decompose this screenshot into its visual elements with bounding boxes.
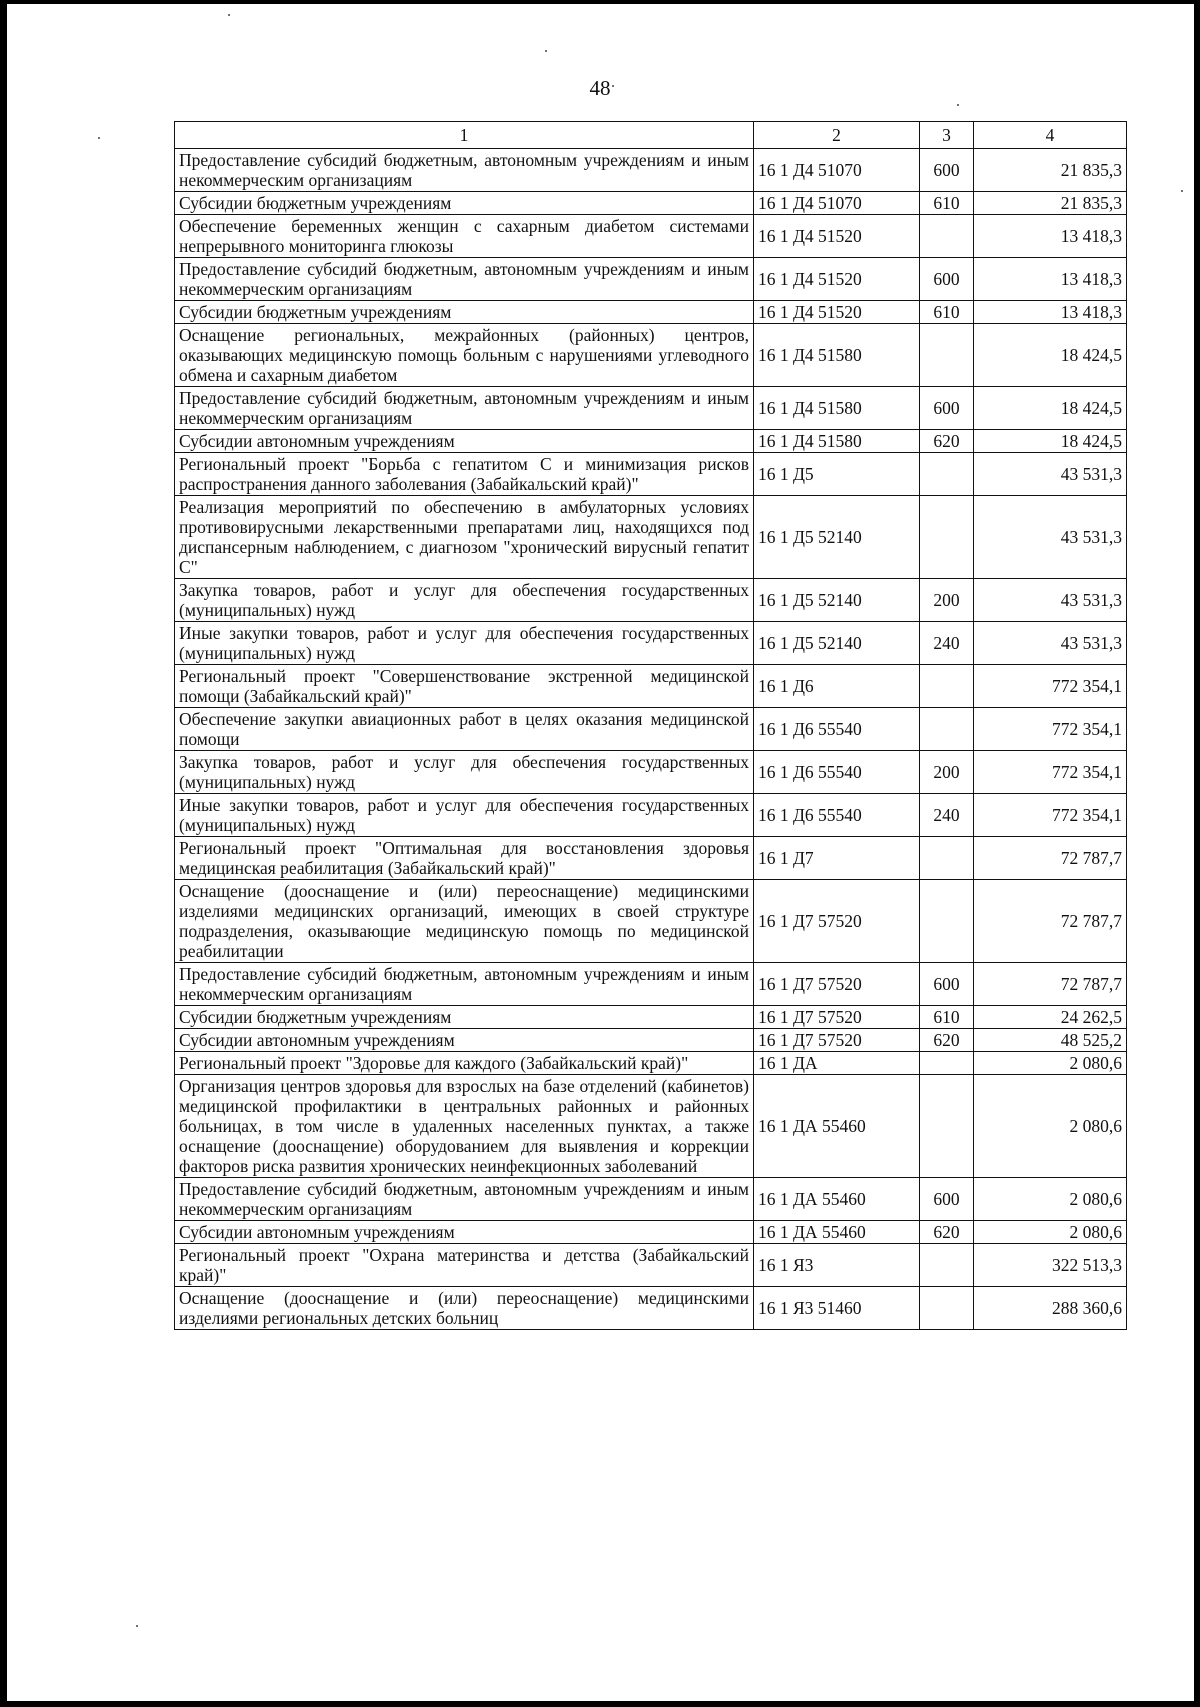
item-name-cell: Субсидии автономным учреждениям <box>175 1029 754 1052</box>
item-name-cell: Закупка товаров, работ и услуг для обеспечения государственных (муниципальных) нужд <box>175 579 754 622</box>
item-name-cell: Иные закупки товаров, работ и услуг для обеспечения государственных (муниципальных) нужд <box>175 794 754 837</box>
table-row <box>175 751 1127 794</box>
amount-cell: 21 835,3 <box>974 149 1127 192</box>
amount-cell: 2 080,6 <box>974 1052 1127 1075</box>
item-name-cell: Предоставление субсидий бюджетным, автономным учреждениям и иным некоммерческим организациям <box>175 149 754 192</box>
budget-code-cell: 16 1 ДА 55460 <box>754 1221 920 1244</box>
table-row <box>175 1075 1127 1178</box>
expense-kind-cell <box>920 496 974 579</box>
expense-kind-cell: 600 <box>920 387 974 430</box>
budget-code-cell: 16 1 Д4 51070 <box>754 149 920 192</box>
expense-kind-cell: 610 <box>920 1006 974 1029</box>
item-name-cell: Закупка товаров, работ и услуг для обеспечения государственных (муниципальных) нужд <box>175 751 754 794</box>
budget-code-cell: 16 1 ДА <box>754 1052 920 1075</box>
expense-kind-cell <box>920 324 974 387</box>
item-name-cell: Субсидии автономным учреждениям <box>175 1221 754 1244</box>
item-name-cell: Обеспечение закупки авиационных работ в целях оказания медицинской помощи <box>175 708 754 751</box>
amount-cell: 72 787,7 <box>974 837 1127 880</box>
budget-code-cell: 16 1 Д7 57520 <box>754 880 920 963</box>
amount-cell: 18 424,5 <box>974 324 1127 387</box>
table-row <box>175 1244 1127 1287</box>
budget-code-cell: 16 1 Д7 <box>754 837 920 880</box>
item-name-cell: Предоставление субсидий бюджетным, автономным учреждениям и иным некоммерческим организациям <box>175 1178 754 1221</box>
budget-code-cell: 16 1 Д5 52140 <box>754 579 920 622</box>
expense-kind-cell: 600 <box>920 258 974 301</box>
amount-cell: 13 418,3 <box>974 215 1127 258</box>
budget-code-cell: 16 1 Д4 51070 <box>754 192 920 215</box>
budget-code-cell: 16 1 Д4 51520 <box>754 215 920 258</box>
item-name-cell: Субсидии бюджетным учреждениям <box>175 301 754 324</box>
budget-code-cell: 16 1 Д5 <box>754 453 920 496</box>
budget-code-cell: 16 1 Я3 <box>754 1244 920 1287</box>
expense-kind-cell <box>920 880 974 963</box>
item-name-cell: Реализация мероприятий по обеспечению в амбулаторных условиях противовирусными лекарственными препаратами лиц, находящихся под диспансерным наблюдением, с диагнозом "хронический вирусный гепатит С" <box>175 496 754 579</box>
scan-border-right <box>1194 0 1200 1707</box>
amount-cell: 72 787,7 <box>974 880 1127 963</box>
expense-kind-cell: 240 <box>920 794 974 837</box>
budget-code-cell: 16 1 Д6 55540 <box>754 751 920 794</box>
item-name-cell: Предоставление субсидий бюджетным, автономным учреждениям и иным некоммерческим организациям <box>175 258 754 301</box>
table-row <box>175 665 1127 708</box>
scan-speck <box>98 137 100 139</box>
table-row <box>175 1052 1127 1075</box>
item-name-cell: Предоставление субсидий бюджетным, автономным учреждениям и иным некоммерческим организациям <box>175 963 754 1006</box>
scan-speck <box>957 104 959 106</box>
expense-kind-cell: 620 <box>920 1221 974 1244</box>
amount-cell: 48 525,2 <box>974 1029 1127 1052</box>
table-row <box>175 880 1127 963</box>
budget-code-cell: 16 1 ДА 55460 <box>754 1075 920 1178</box>
item-name-cell: Предоставление субсидий бюджетным, автономным учреждениям и иным некоммерческим организациям <box>175 387 754 430</box>
item-name-cell: Региональный проект "Борьба с гепатитом С и минимизация рисков распространения данного заболевания (Забайкальский край)" <box>175 453 754 496</box>
table-row <box>175 579 1127 622</box>
table-row <box>175 1287 1127 1330</box>
scan-border-left <box>0 0 7 1707</box>
table-row <box>175 1029 1127 1052</box>
table-row <box>175 192 1127 215</box>
table-row <box>175 1221 1127 1244</box>
table-row <box>175 430 1127 453</box>
expense-kind-cell: 200 <box>920 579 974 622</box>
amount-cell: 772 354,1 <box>974 708 1127 751</box>
scan-border-top <box>0 0 1200 4</box>
amount-cell: 2 080,6 <box>974 1075 1127 1178</box>
table-row <box>175 387 1127 430</box>
budget-code-cell: 16 1 Д7 57520 <box>754 1029 920 1052</box>
amount-cell: 18 424,5 <box>974 430 1127 453</box>
header-col-1: 1 <box>175 122 754 149</box>
budget-code-cell: 16 1 Д7 57520 <box>754 1006 920 1029</box>
item-name-cell: Оснащение (дооснащение и (или) переоснащение) медицинскими изделиями региональных детских больниц <box>175 1287 754 1330</box>
budget-code-cell: 16 1 Д4 51580 <box>754 387 920 430</box>
table-row <box>175 215 1127 258</box>
expense-kind-cell: 610 <box>920 301 974 324</box>
expense-kind-cell: 620 <box>920 430 974 453</box>
expense-kind-cell: 620 <box>920 1029 974 1052</box>
table-row <box>175 453 1127 496</box>
table-row <box>175 496 1127 579</box>
table-row <box>175 301 1127 324</box>
item-name-cell: Организация центров здоровья для взрослых на базе отделений (кабинетов) медицинской профилактики в центральных районных и районных больницах, в том числе в удаленных населенных пунктах, а также оснащение (дооснащение) оборудованием для выявления и коррекции факторов риска развития хронических неинфекционных заболеваний <box>175 1075 754 1178</box>
item-name-cell: Субсидии бюджетным учреждениям <box>175 192 754 215</box>
page-number: 48 <box>589 76 611 100</box>
amount-cell: 43 531,3 <box>974 622 1127 665</box>
amount-cell: 43 531,3 <box>974 453 1127 496</box>
item-name-cell: Оснащение региональных, межрайонных (районных) центров, оказывающих медицинскую помощь больным с нарушениями углеводного обмена и сахарным диабетом <box>175 324 754 387</box>
expense-kind-cell <box>920 837 974 880</box>
scan-speck <box>545 50 547 52</box>
item-name-cell: Субсидии бюджетным учреждениям <box>175 1006 754 1029</box>
expense-kind-cell <box>920 1075 974 1178</box>
budget-code-cell: 16 1 Д4 51580 <box>754 430 920 453</box>
table-row <box>175 622 1127 665</box>
amount-cell: 72 787,7 <box>974 963 1127 1006</box>
expense-kind-cell: 240 <box>920 622 974 665</box>
item-name-cell: Обеспечение беременных женщин с сахарным диабетом системами непрерывного мониторинга глюкозы <box>175 215 754 258</box>
amount-cell: 288 360,6 <box>974 1287 1127 1330</box>
expense-kind-cell: 200 <box>920 751 974 794</box>
amount-cell: 21 835,3 <box>974 192 1127 215</box>
table-row <box>175 837 1127 880</box>
budget-code-cell: 16 1 Д4 51580 <box>754 324 920 387</box>
item-name-cell: Региональный проект "Совершенствование экстренной медицинской помощи (Забайкальский край)" <box>175 665 754 708</box>
amount-cell: 2 080,6 <box>974 1221 1127 1244</box>
budget-code-cell: 16 1 Д6 <box>754 665 920 708</box>
table-row <box>175 324 1127 387</box>
expense-kind-cell: 600 <box>920 963 974 1006</box>
amount-cell: 13 418,3 <box>974 301 1127 324</box>
expense-kind-cell <box>920 708 974 751</box>
budget-code-cell: 16 1 Д5 52140 <box>754 622 920 665</box>
expense-kind-cell <box>920 1244 974 1287</box>
budget-table <box>174 121 1127 1330</box>
amount-cell: 772 354,1 <box>974 751 1127 794</box>
amount-cell: 13 418,3 <box>974 258 1127 301</box>
scan-speck <box>136 1625 138 1627</box>
table-row <box>175 1006 1127 1029</box>
table-row <box>175 1178 1127 1221</box>
scan-speck <box>228 14 230 16</box>
expense-kind-cell: 600 <box>920 149 974 192</box>
amount-cell: 772 354,1 <box>974 665 1127 708</box>
table-row <box>175 963 1127 1006</box>
budget-code-cell: 16 1 Д6 55540 <box>754 708 920 751</box>
budget-code-cell: 16 1 Д5 52140 <box>754 496 920 579</box>
expense-kind-cell <box>920 1287 974 1330</box>
scan-border-bottom <box>0 1701 1200 1707</box>
header-col-3: 3 <box>920 122 974 149</box>
expense-kind-cell: 610 <box>920 192 974 215</box>
amount-cell: 24 262,5 <box>974 1006 1127 1029</box>
expense-kind-cell: 600 <box>920 1178 974 1221</box>
table-row <box>175 258 1127 301</box>
table-row <box>175 149 1127 192</box>
expense-kind-cell <box>920 453 974 496</box>
item-name-cell: Региональный проект "Здоровье для каждого (Забайкальский край)" <box>175 1052 754 1075</box>
item-name-cell: Иные закупки товаров, работ и услуг для обеспечения государственных (муниципальных) нужд <box>175 622 754 665</box>
header-col-4: 4 <box>974 122 1127 149</box>
header-col-2: 2 <box>754 122 920 149</box>
item-name-cell: Субсидии автономным учреждениям <box>175 430 754 453</box>
amount-cell: 18 424,5 <box>974 387 1127 430</box>
item-name-cell: Оснащение (дооснащение и (или) переоснащение) медицинскими изделиями медицинских организаций, имеющих в своей структуре подразделения, оказывающие медицинскую помощь по медицинской реабилитации <box>175 880 754 963</box>
table-row <box>175 708 1127 751</box>
item-name-cell: Региональный проект "Охрана материнства и детства (Забайкальский край)" <box>175 1244 754 1287</box>
amount-cell: 43 531,3 <box>974 496 1127 579</box>
budget-code-cell: 16 1 Д7 57520 <box>754 963 920 1006</box>
item-name-cell: Региональный проект "Оптимальная для восстановления здоровья медицинская реабилитация (Забайкальский край)" <box>175 837 754 880</box>
table-header-row <box>175 122 1127 149</box>
amount-cell: 322 513,3 <box>974 1244 1127 1287</box>
budget-code-cell: 16 1 Д4 51520 <box>754 301 920 324</box>
budget-code-cell: 16 1 ДА 55460 <box>754 1178 920 1221</box>
scan-speck <box>1181 190 1183 192</box>
expense-kind-cell <box>920 1052 974 1075</box>
expense-kind-cell <box>920 665 974 708</box>
amount-cell: 772 354,1 <box>974 794 1127 837</box>
amount-cell: 2 080,6 <box>974 1178 1127 1221</box>
budget-code-cell: 16 1 Д6 55540 <box>754 794 920 837</box>
budget-code-cell: 16 1 Д4 51520 <box>754 258 920 301</box>
table-row <box>175 794 1127 837</box>
budget-code-cell: 16 1 Я3 51460 <box>754 1287 920 1330</box>
amount-cell: 43 531,3 <box>974 579 1127 622</box>
expense-kind-cell <box>920 215 974 258</box>
